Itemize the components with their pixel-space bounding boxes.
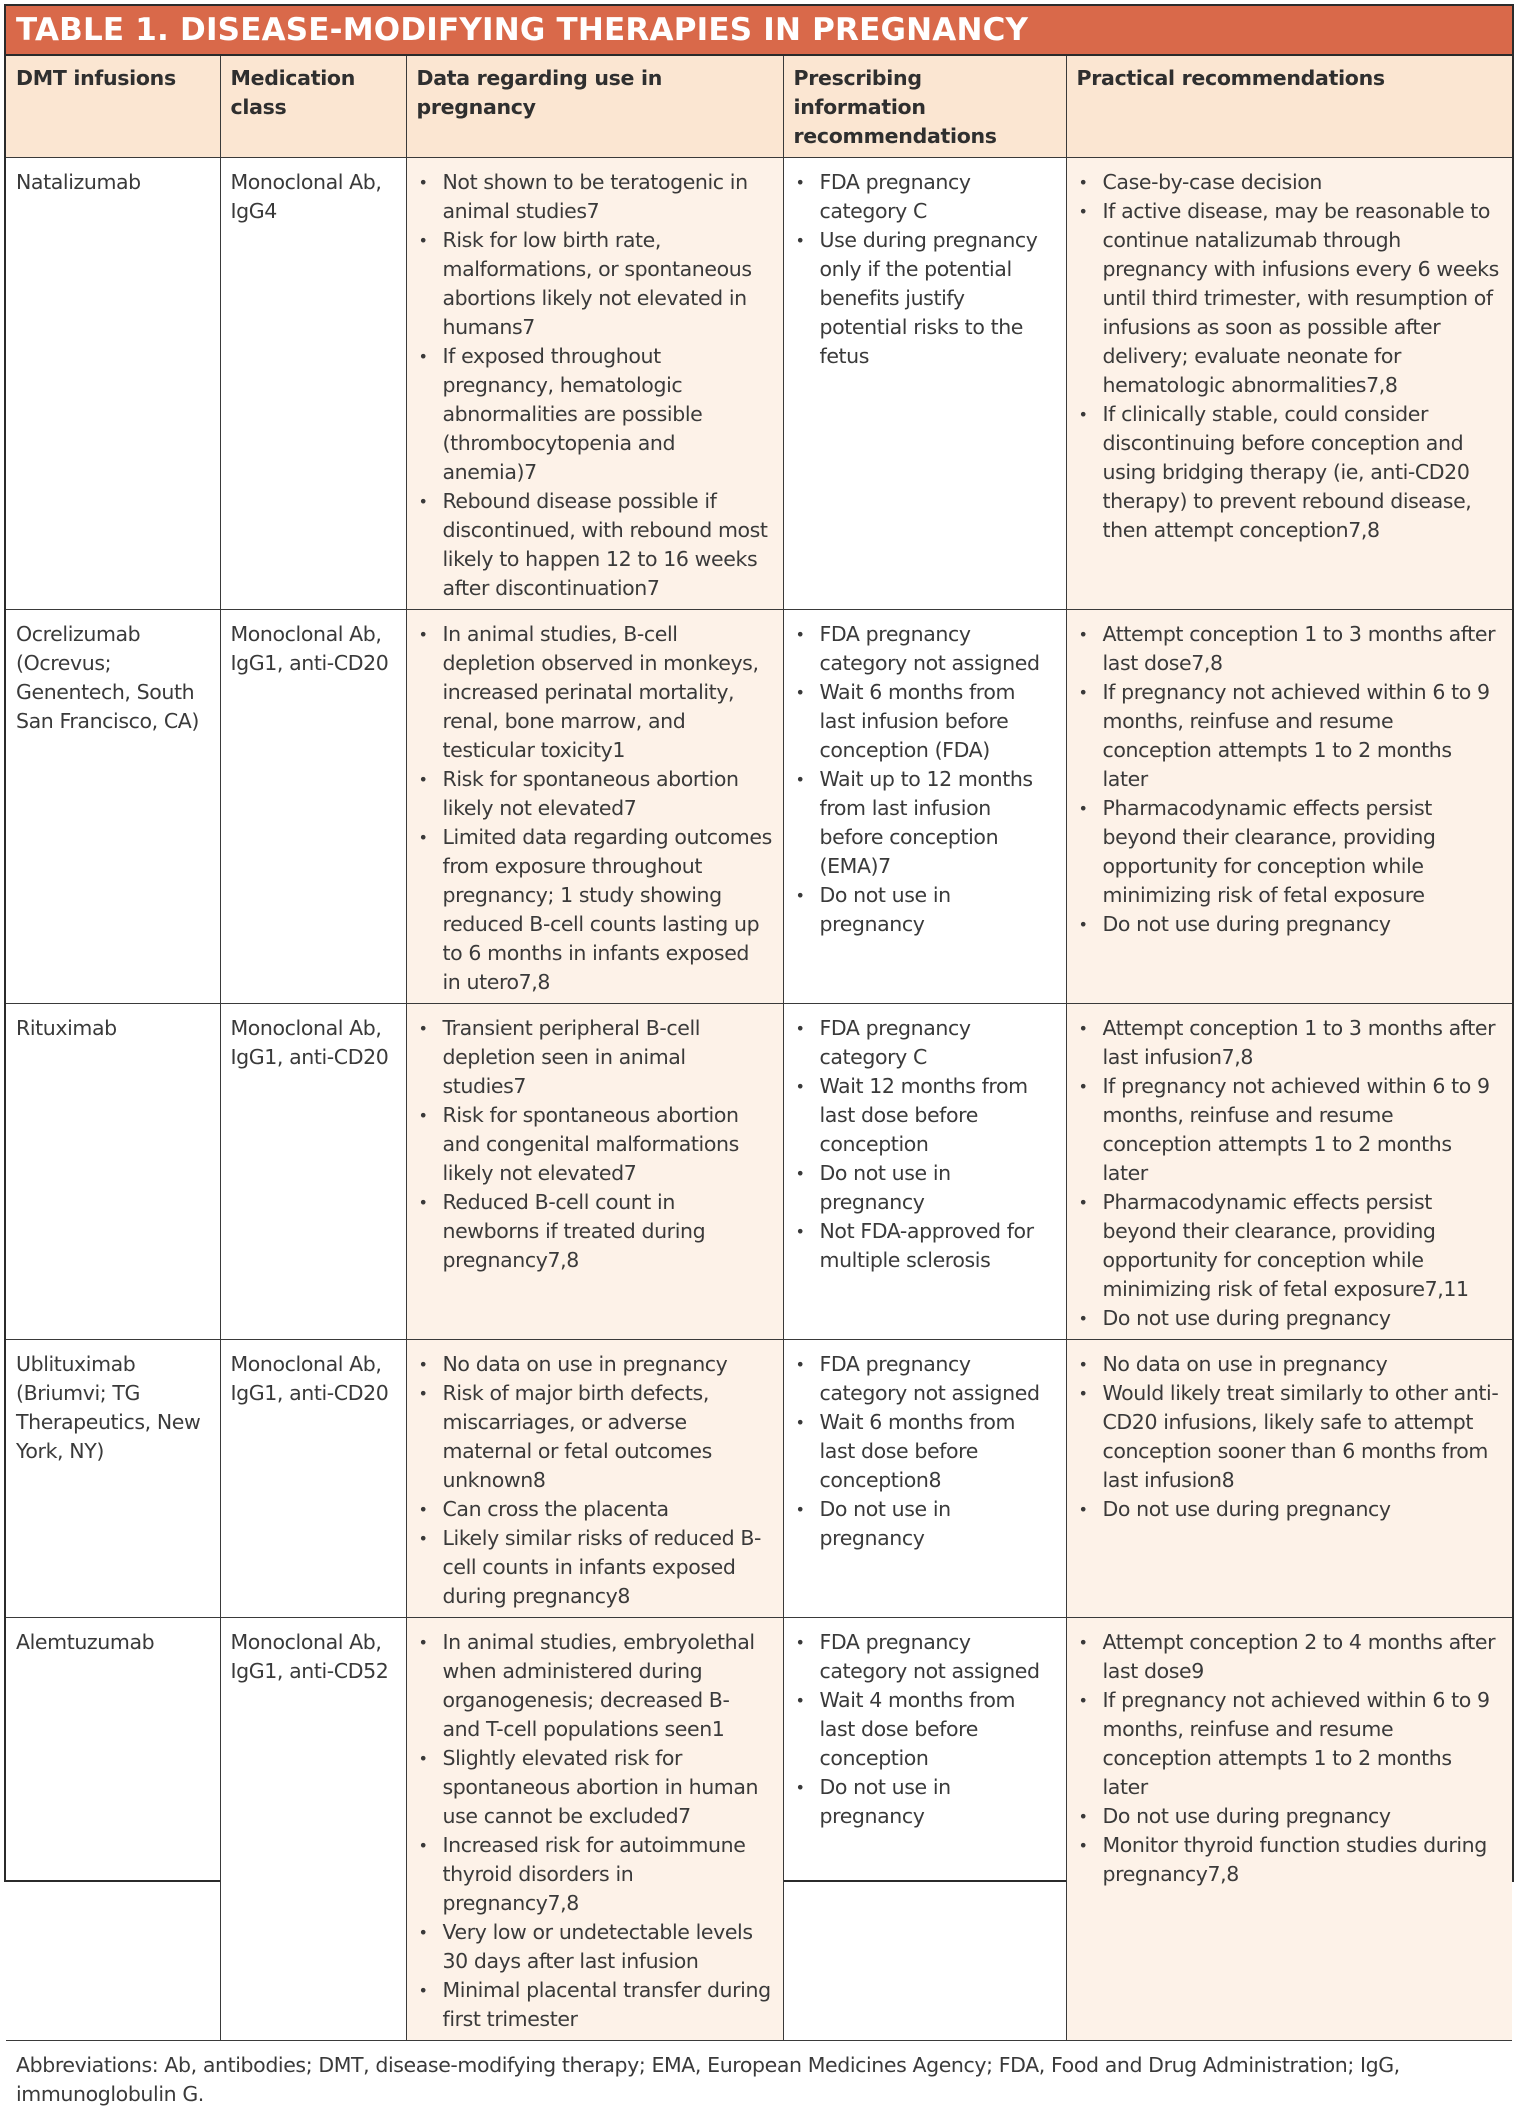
- cell-prescribing-info: [783, 158, 1066, 610]
- cell-drug-name: Alemtuzumab: [6, 1618, 220, 2041]
- table-title: TABLE 1. DISEASE-MODIFYING THERAPIES IN PREGNANCY: [6, 6, 1512, 56]
- bullet-item: • Limited data regarding outcomes from exposure throughout pregnancy; 1 study showing reduced B-cell counts lasting up to 6 months in infants exposed in utero7,8: [417, 823, 773, 997]
- bullet-item: • FDA pregnancy category C: [794, 168, 1056, 226]
- prescribing-list: [794, 620, 1056, 939]
- table-row: [6, 1340, 1512, 1618]
- cell-drug-name: Natalizumab: [6, 158, 220, 610]
- cell-prescribing-info: [783, 1618, 1066, 2041]
- table-row: [6, 1004, 1512, 1340]
- cell-prescribing-info: [783, 1004, 1066, 1340]
- bullet-item: • In animal studies, embryolethal when administered during organogenesis; decreased B- and T-cell populations seen1: [417, 1628, 773, 1744]
- cell-drug-name: Ocrelizumab (Ocrevus; Genentech, South San Francisco, CA): [6, 610, 220, 1004]
- header-practical-recs: Practical recommendations: [1066, 56, 1512, 158]
- bullet-item: • Wait 6 months from last infusion before conception (FDA): [794, 678, 1056, 765]
- pregnancy-data-list: [417, 1014, 773, 1275]
- bullet-item: • Likely similar risks of reduced B-cell counts in infants exposed during pregnancy8: [417, 1524, 773, 1611]
- bullet-item: • Do not use in pregnancy: [794, 881, 1056, 939]
- bullet-item: • FDA pregnancy category C: [794, 1014, 1056, 1072]
- practical-list: [1077, 168, 1503, 545]
- prescribing-list: [794, 168, 1056, 371]
- bullet-item: • Do not use in pregnancy: [794, 1159, 1056, 1217]
- cell-prescribing-info: [783, 1340, 1066, 1618]
- cell-pregnancy-data: [406, 610, 783, 1004]
- table-row: [6, 158, 1512, 610]
- cell-medication-class: Monoclonal Ab, IgG4: [220, 158, 406, 610]
- cell-medication-class: Monoclonal Ab, IgG1, anti-CD20: [220, 1340, 406, 1618]
- cell-practical-recs: [1066, 610, 1512, 1004]
- bullet-item: • If pregnancy not achieved within 6 to 9 months, reinfuse and resume conception attempts 1 to 2 months later: [1077, 1072, 1503, 1188]
- bullet-item: • If pregnancy not achieved within 6 to 9 months, reinfuse and resume conception attempts 1 to 2 months later: [1077, 678, 1503, 794]
- cell-medication-class: Monoclonal Ab, IgG1, anti-CD20: [220, 1004, 406, 1340]
- cell-practical-recs: [1066, 1340, 1512, 1618]
- header-prescribing-info: Prescribing information recommendations: [783, 56, 1066, 158]
- cell-practical-recs: [1066, 1004, 1512, 1340]
- bullet-item: • FDA pregnancy category not assigned: [794, 620, 1056, 678]
- cell-drug-name: Ublituximab (Briumvi; TG Therapeutics, New York, NY): [6, 1340, 220, 1618]
- bullet-item: • Do not use during pregnancy: [1077, 1304, 1503, 1333]
- bullet-item: • Would likely treat similarly to other anti-CD20 infusions, likely safe to attempt conception sooner than 6 months from last infusion8: [1077, 1379, 1503, 1495]
- cell-practical-recs: [1066, 1618, 1512, 2041]
- bullet-item: • Wait 4 months from last dose before conception: [794, 1686, 1056, 1773]
- bullet-item: • Can cross the placenta: [417, 1495, 773, 1524]
- bullet-item: • Very low or undetectable levels 30 days after last infusion: [417, 1918, 773, 1976]
- bullet-item: • Risk for low birth rate, malformations, or spontaneous abortions likely not elevated in humans7: [417, 226, 773, 342]
- bullet-item: • Do not use in pregnancy: [794, 1773, 1056, 1831]
- bullet-item: • Do not use in pregnancy: [794, 1495, 1056, 1553]
- pregnancy-data-list: [417, 620, 773, 997]
- cell-prescribing-info: [783, 610, 1066, 1004]
- bullet-item: • Increased risk for autoimmune thyroid disorders in pregnancy7,8: [417, 1831, 773, 1918]
- table-row: [6, 1618, 1512, 2041]
- bullet-item: • If active disease, may be reasonable to continue natalizumab through pregnancy with infusions every 6 weeks until third trimester, with resumption of infusions as soon as possible after delivery; evaluate neonate for hematologic abnormalities7,8: [1077, 197, 1503, 400]
- cell-pregnancy-data: [406, 1004, 783, 1340]
- bullet-item: • Wait up to 12 months from last infusion before conception (EMA)7: [794, 765, 1056, 881]
- table-document: [4, 4, 1514, 1882]
- bullet-item: • Not shown to be teratogenic in animal studies7: [417, 168, 773, 226]
- header-pregnancy-data: Data regarding use in pregnancy: [406, 56, 783, 158]
- bullet-item: • If pregnancy not achieved within 6 to 9 months, reinfuse and resume conception attempts 1 to 2 months later: [1077, 1686, 1503, 1802]
- bullet-item: • Risk for spontaneous abortion likely not elevated7: [417, 765, 773, 823]
- therapy-table: [6, 56, 1512, 2117]
- bullet-item: • Risk for spontaneous abortion and congenital malformations likely not elevated7: [417, 1101, 773, 1188]
- pregnancy-data-list: [417, 1628, 773, 2034]
- bullet-item: • Reduced B-cell count in newborns if treated during pregnancy7,8: [417, 1188, 773, 1275]
- footnote-row: [6, 2041, 1512, 2117]
- bullet-item: • Do not use during pregnancy: [1077, 910, 1503, 939]
- bullet-item: • In animal studies, B-cell depletion observed in monkeys, increased perinatal mortality, renal, bone marrow, and testicular toxicity1: [417, 620, 773, 765]
- bullet-item: • If clinically stable, could consider discontinuing before conception and using bridging therapy (ie, anti-CD20 therapy) to prevent rebound disease, then attempt conception7,8: [1077, 400, 1503, 545]
- table-body: [6, 158, 1512, 2117]
- prescribing-list: [794, 1628, 1056, 1831]
- cell-medication-class: Monoclonal Ab, IgG1, anti-CD52: [220, 1618, 406, 2041]
- bullet-item: • Attempt conception 1 to 3 months after last infusion7,8: [1077, 1014, 1503, 1072]
- bullet-item: • Wait 6 months from last dose before conception8: [794, 1408, 1056, 1495]
- cell-pregnancy-data: [406, 158, 783, 610]
- pregnancy-data-list: [417, 168, 773, 603]
- bullet-item: • Rebound disease possible if discontinued, with rebound most likely to happen 12 to 16 weeks after discontinuation7: [417, 487, 773, 603]
- bullet-item: • If exposed throughout pregnancy, hematologic abnormalities are possible (thrombocytopenia and anemia)7: [417, 342, 773, 487]
- bullet-item: • Case-by-case decision: [1077, 168, 1503, 197]
- practical-list: [1077, 620, 1503, 939]
- bullet-item: • Not FDA-approved for multiple sclerosis: [794, 1217, 1056, 1275]
- header-row: [6, 56, 1512, 158]
- bullet-item: • Use during pregnancy only if the potential benefits justify potential risks to the fetus: [794, 226, 1056, 371]
- pregnancy-data-list: [417, 1350, 773, 1611]
- bullet-item: • FDA pregnancy category not assigned: [794, 1628, 1056, 1686]
- bullet-item: • FDA pregnancy category not assigned: [794, 1350, 1056, 1408]
- practical-list: [1077, 1628, 1503, 1889]
- header-dmt-infusions: DMT infusions: [6, 56, 220, 158]
- practical-list: [1077, 1350, 1503, 1524]
- bullet-item: • Minimal placental transfer during first trimester: [417, 1976, 773, 2034]
- abbreviations-footnote: Abbreviations: Ab, antibodies; DMT, disease-modifying therapy; EMA, European Medicines Agency; FDA, Food and Drug Administration; IgG, immunoglobulin G.: [6, 2041, 1512, 2117]
- practical-list: [1077, 1014, 1503, 1333]
- cell-pregnancy-data: [406, 1618, 783, 2041]
- table-row: [6, 610, 1512, 1004]
- bullet-item: • Monitor thyroid function studies during pregnancy7,8: [1077, 1831, 1503, 1889]
- cell-medication-class: Monoclonal Ab, IgG1, anti-CD20: [220, 610, 406, 1004]
- bullet-item: • Slightly elevated risk for spontaneous abortion in human use cannot be excluded7: [417, 1744, 773, 1831]
- prescribing-list: [794, 1014, 1056, 1275]
- bullet-item: • No data on use in pregnancy: [1077, 1350, 1503, 1379]
- bullet-item: • Do not use during pregnancy: [1077, 1802, 1503, 1831]
- bullet-item: • Pharmacodynamic effects persist beyond their clearance, providing opportunity for conception while minimizing risk of fetal exposure7,11: [1077, 1188, 1503, 1304]
- bullet-item: • Wait 12 months from last dose before conception: [794, 1072, 1056, 1159]
- bullet-item: • Attempt conception 2 to 4 months after last dose9: [1077, 1628, 1503, 1686]
- bullet-item: • Risk of major birth defects, miscarriages, or adverse maternal or fetal outcomes unknown8: [417, 1379, 773, 1495]
- bullet-item: • No data on use in pregnancy: [417, 1350, 773, 1379]
- bullet-item: • Pharmacodynamic effects persist beyond their clearance, providing opportunity for conception while minimizing risk of fetal exposure: [1077, 794, 1503, 910]
- header-medication-class: Medication class: [220, 56, 406, 158]
- prescribing-list: [794, 1350, 1056, 1553]
- cell-pregnancy-data: [406, 1340, 783, 1618]
- bullet-item: • Transient peripheral B-cell depletion seen in animal studies7: [417, 1014, 773, 1101]
- bullet-item: • Do not use during pregnancy: [1077, 1495, 1503, 1524]
- cell-practical-recs: [1066, 158, 1512, 610]
- bullet-item: • Attempt conception 1 to 3 months after last dose7,8: [1077, 620, 1503, 678]
- cell-drug-name: Rituximab: [6, 1004, 220, 1340]
